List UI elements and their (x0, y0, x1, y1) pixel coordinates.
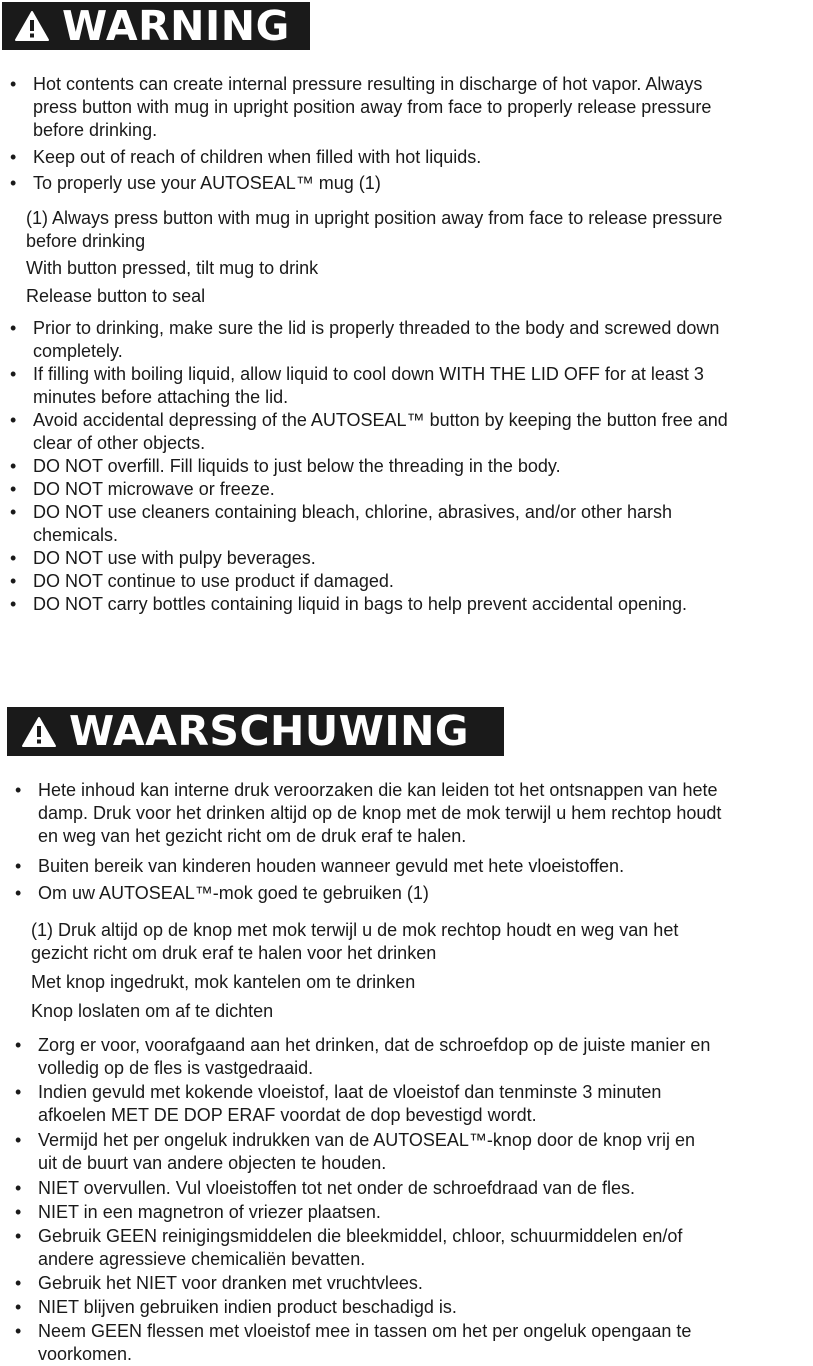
list-item: • NIET overvullen. Vul vloeistoffen tot net onder de schroefdraad van de fles. (15, 1178, 636, 1198)
list-item: • Indien gevuld met kokende vloeistof, laat de vloeistof dan tenminste 3 minuten afkoelen MET DE DOP ERAF voordat de dop bevestigd wordt. (15, 1082, 662, 1125)
list-item: • Gebruik het NIET voor dranken met vruchtvlees. (15, 1273, 423, 1293)
sub-note: (1) Druk altijd op de knop met mok terwijl u de mok rechtop houdt en weg van het gezicht richt om druk eraf te halen voor het drinken (31, 920, 679, 963)
list-item: • Zorg er voor, voorafgaand aan het drinken, dat de schroefdop op de juiste manier en volledig op de fles is vastgedraaid. (15, 1035, 711, 1078)
list-item: • Avoid accidental depressing of the AUTOSEAL™ button by keeping the button free and clear of other objects. (10, 410, 728, 453)
list-item: • Buiten bereik van kinderen houden wanneer gevuld met hete vloeistoffen. (15, 856, 625, 876)
list-item: • Om uw AUTOSEAL™-mok goed te gebruiken (1) (15, 883, 429, 903)
warning-triangle-icon (14, 10, 50, 42)
sub-note: Knop loslaten om af te dichten (31, 1001, 274, 1021)
sub-note: With button pressed, tilt mug to drink (26, 258, 319, 278)
list-item: • If filling with boiling liquid, allow liquid to cool down WITH THE LID OFF for at least 3 minutes before attaching the lid. (10, 364, 704, 407)
list-item: • DO NOT overfill. Fill liquids to just below the threading in the body. (10, 456, 561, 476)
list-item: • Gebruik GEEN reinigingsmiddelen die bleekmiddel, chloor, schuurmiddelen en/of andere agressieve chemicaliën bevatten. (15, 1226, 683, 1269)
list-item: • NIET in een magnetron of vriezer plaatsen. (15, 1202, 381, 1222)
sub-note: Met knop ingedrukt, mok kantelen om te drinken (31, 972, 416, 992)
waarschuwing-banner (7, 707, 504, 756)
list-item: • DO NOT microwave or freeze. (10, 479, 275, 499)
list-item: • Keep out of reach of children when filled with hot liquids. (10, 147, 482, 167)
waarschuwing-heading: WAARSCHUWING (69, 707, 470, 755)
list-item: • Neem GEEN flessen met vloeistof mee in tassen om het per ongeluk opengaan te voorkomen. (15, 1321, 692, 1364)
list-item: • Hot contents can create internal pressure resulting in discharge of hot vapor. Always press button with mug in upright position away from face to properly release pressure before drinking. (10, 74, 712, 140)
warning-banner (2, 2, 310, 50)
list-item: • DO NOT use cleaners containing bleach, chlorine, abrasives, and/or other harsh chemicals. (10, 502, 673, 545)
list-item: • Vermijd het per ongeluk indrukken van de AUTOSEAL™-knop door de knop vrij en uit de buurt van andere objecten te houden. (15, 1130, 696, 1173)
list-item: • DO NOT continue to use product if damaged. (10, 571, 394, 591)
list-item: • To properly use your AUTOSEAL™ mug (1) (10, 173, 381, 193)
sub-note: (1) Always press button with mug in upright position away from face to release pressure before drinking (26, 208, 723, 251)
sub-note: Release button to seal (26, 286, 206, 306)
list-item: • DO NOT carry bottles containing liquid in bags to help prevent accidental opening. (10, 594, 688, 614)
warning-triangle-icon (21, 716, 57, 748)
list-item: • Prior to drinking, make sure the lid is properly threaded to the body and screwed down completely. (10, 318, 720, 361)
list-item: • Hete inhoud kan interne druk veroorzaken die kan leiden tot het ontsnappen van hete damp. Druk voor het drinken altijd op de knop met de mok terwijl u hem rechtop houdt en weg van het gezicht richt om de druk eraf te halen. (15, 780, 722, 846)
list-item: • DO NOT use with pulpy beverages. (10, 548, 316, 568)
list-item: • NIET blijven gebruiken indien product beschadigd is. (15, 1297, 457, 1317)
warning-heading: WARNING (62, 1, 290, 50)
